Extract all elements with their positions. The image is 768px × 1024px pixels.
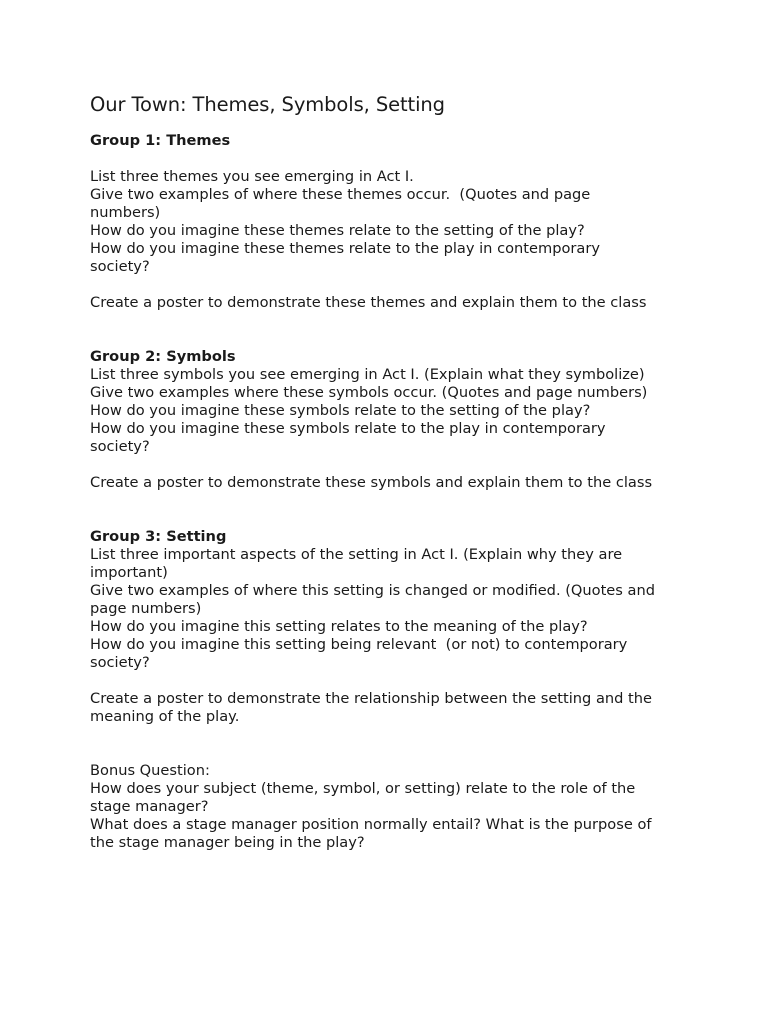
spacer (90, 312, 690, 348)
spacer (90, 150, 690, 168)
bonus-section (90, 762, 690, 852)
group-3-heading: Group 3: Setting (90, 528, 227, 545)
group-3-line-1: List three important aspects of the setting in Act I. (Explain why they are important) (90, 546, 623, 581)
group-3-line-2: Give two examples of where this setting is changed or modified. (Quotes and page numbers) (90, 582, 655, 617)
spacer (90, 456, 690, 474)
group-3-task: Create a poster to demonstrate the relationship between the setting and the meaning of the play. (90, 690, 653, 725)
group-1-task: Create a poster to demonstrate these themes and explain them to the class (90, 294, 647, 311)
group-2-line-2: Give two examples where these symbols occur. (Quotes and page numbers) (90, 384, 648, 401)
group-3-line-3: How do you imagine this setting relates to the meaning of the play? (90, 618, 588, 635)
spacer (90, 672, 690, 690)
group-1-line-1: List three themes you see emerging in Act I. (90, 168, 414, 185)
group-2-section (90, 348, 690, 492)
group-2-heading: Group 2: Symbols (90, 348, 236, 365)
group-3-section (90, 528, 690, 726)
document-title: Our Town: Themes, Symbols, Setting (90, 93, 445, 116)
group-3-line-4: How do you imagine this setting being relevant (or not) to contemporary society? (90, 636, 628, 671)
group-2-line-4: How do you imagine these symbols relate to the play in contemporary society? (90, 420, 606, 455)
spacer (90, 726, 690, 762)
group-1-line-3: How do you imagine these themes relate to the setting of the play? (90, 222, 585, 239)
group-2-line-1: List three symbols you see emerging in Act I. (Explain what they symbolize) (90, 366, 645, 383)
group-2-line-3: How do you imagine these symbols relate to the setting of the play? (90, 402, 591, 419)
document-body (90, 92, 690, 852)
group-2-task: Create a poster to demonstrate these symbols and explain them to the class (90, 474, 653, 491)
bonus-line-1: How does your subject (theme, symbol, or setting) relate to the role of the stage manager? (90, 780, 636, 815)
spacer (90, 492, 690, 528)
group-1-section (90, 132, 690, 312)
bonus-line-2: What does a stage manager position normally entail? What is the purpose of the stage manager being in the play? (90, 816, 652, 851)
bonus-heading: Bonus Question: (90, 762, 210, 779)
group-1-line-2: Give two examples of where these themes occur. (Quotes and page numbers) (90, 186, 591, 221)
group-1-line-4: How do you imagine these themes relate to the play in contemporary society? (90, 240, 600, 275)
spacer (90, 276, 690, 294)
group-1-heading: Group 1: Themes (90, 132, 231, 149)
